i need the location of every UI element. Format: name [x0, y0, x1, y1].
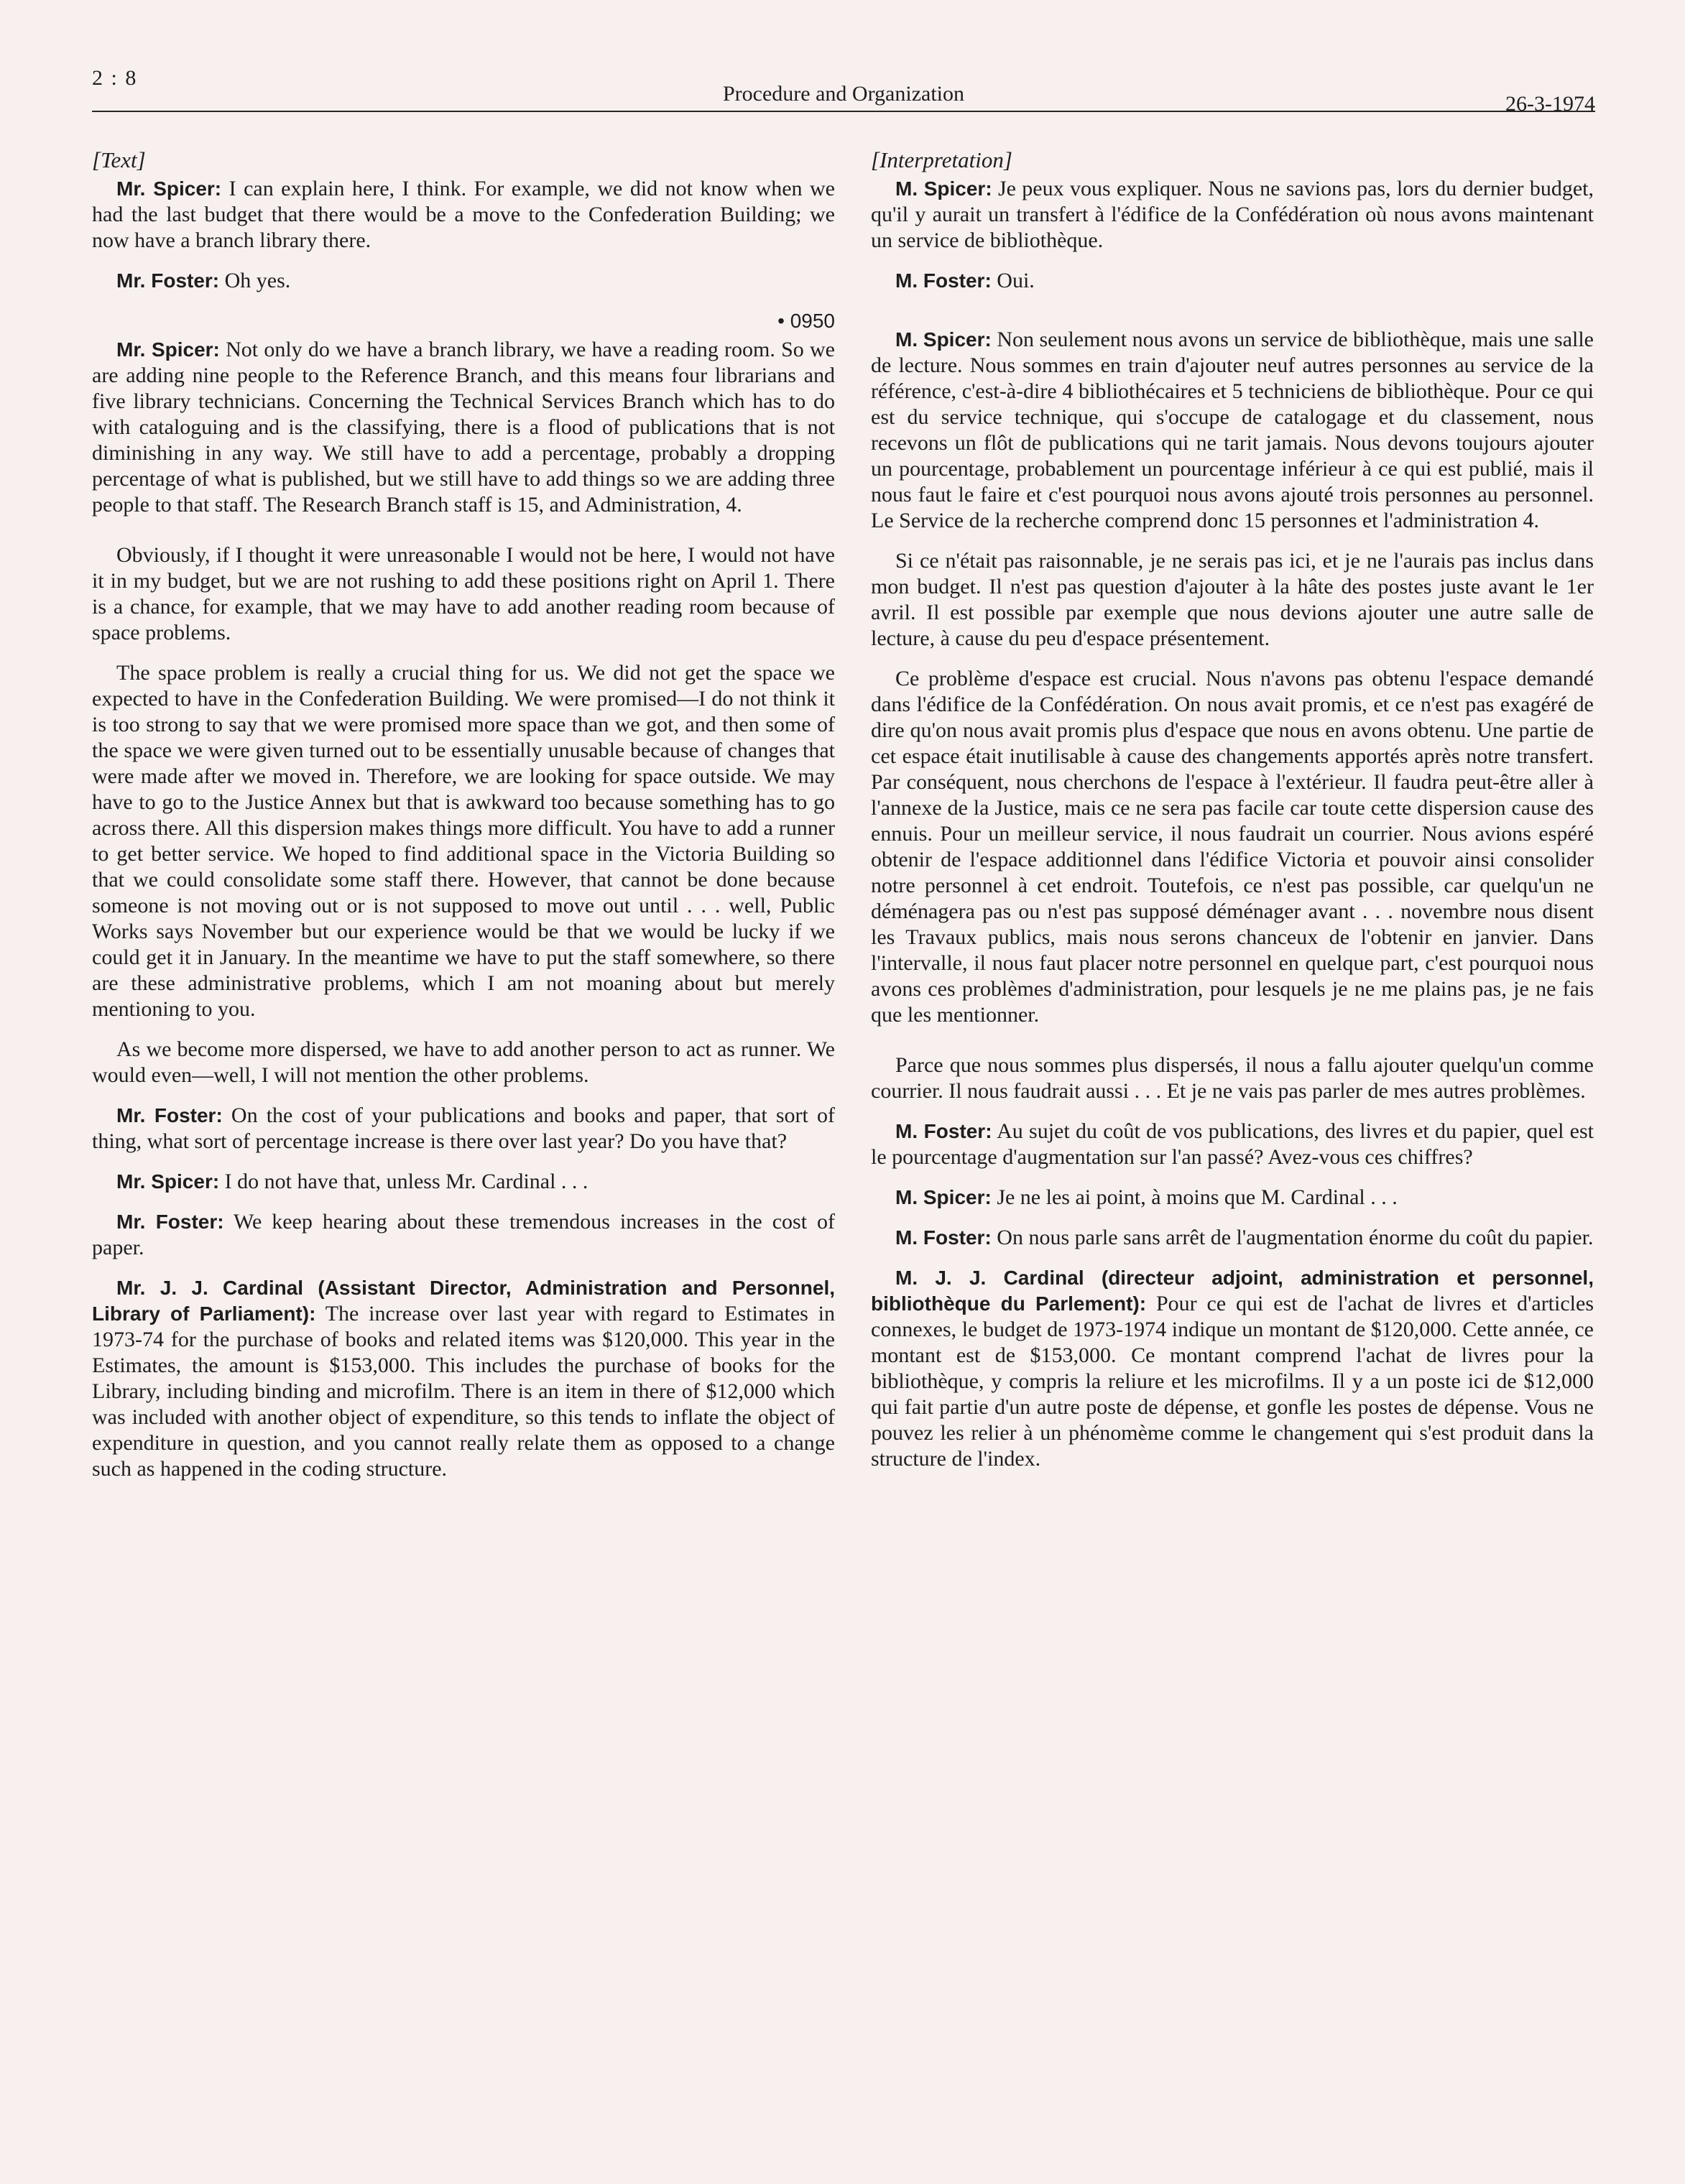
- speaker-name: M. Foster:: [895, 1120, 992, 1142]
- paragraph: [871, 1185, 1594, 1211]
- page-number: 2 : 8: [92, 66, 138, 90]
- paragraph: [92, 176, 835, 254]
- speaker-name: Mr. Spicer:: [116, 1170, 220, 1193]
- paragraph-text: Oh yes.: [219, 269, 291, 292]
- paragraph-text: Parce que nous sommes plus dispersés, il nous a fallu ajouter quelqu'un comme courrier. Il nous faudrait aussi . . . Et je ne vais pas parler de mes autres problèmes.: [871, 1053, 1594, 1103]
- speaker-name: M. Foster:: [895, 269, 992, 292]
- paragraph: [92, 660, 835, 1022]
- page-title: Procedure and Organization: [723, 82, 964, 106]
- column-label: [Text]: [92, 147, 146, 172]
- speaker-name: M. Foster:: [895, 1226, 992, 1249]
- paragraph: [92, 1275, 835, 1482]
- paragraph-text: On the cost of your publications and books and paper, that sort of thing, what sort of percentage increase is there over last year? Do you have that?: [92, 1103, 836, 1153]
- time-marker: • 0950: [777, 310, 835, 332]
- paragraph: [92, 542, 835, 646]
- paragraph-text: Obviously, if I thought it were unreasonable I would not be here, I would not have it in my budget, but we are not rushing to add these positions right on April 1. There is a chance, for example, that we may have to add another reading room because of space problems.: [92, 543, 835, 644]
- english-column: [92, 147, 835, 1496]
- french-column: [871, 147, 1594, 1486]
- paragraph-text: Oui.: [991, 269, 1035, 292]
- paragraph: [871, 327, 1594, 534]
- paragraph-text: Au sujet du coût de vos publications, des livres et du papier, quel est le pourcentage d'augmentation sur l'an passé? Avez-vous ces chiffres?: [871, 1119, 1594, 1169]
- paragraph-text: Ce problème d'espace est crucial. Nous n'avons pas obtenu l'espace demandé dans l'édifice de la Confédération. On nous avait promis, et ce n'est pas exagéré de dire qu'on nous avait promis plus d'espace que nous en avons obtenu. Une partie de cet espace était inutilisable à cause des changements apportés après notre transfert. Par conséquent, nous cherchons de l'espace à l'extérieur. Il faudra peut-être aller à l'annexe de la Justice, mais ce ne sera pas facile car toute cette dispersion cause des ennuis. Pour un meilleur service, il nous faudrait un courrier. Nous avions espéré obtenir de l'espace additionnel dans l'édifice Victoria et pouvoir ainsi consolider notre personnel à cet endroit. Toutefois, ce n'est pas possible, car quelqu'un ne déménagera pas ou n'est pas supposé déménager avant . . . novembre nous disent les Travaux publics, mais nous serons chanceux de l'obtenir en janvier. Dans l'intervalle, il nous faut placer notre personnel en quelque part, c'est pourquoi nous avons ces problèmes d'administration, pour lesquels je ne me plains pas, je ne fais que les mentionner.: [871, 667, 1594, 1027]
- paragraph-text: I can explain here, I think. For example, we did not know when we had the last budget that there would be a move to the Confederation Building; we now have a branch library there.: [92, 177, 835, 252]
- paragraph-text: As we become more dispersed, we have to add another person to act as runner. We would even—well, I will not mention the other problems.: [92, 1037, 835, 1087]
- paragraph-text: The space problem is really a crucial thing for us. We did not get the space we expected to have in the Confederation Building. We were promised—I do not think it is too strong to say that we were promised more space than we got, and then some of the space we were given turned out to be essentially unusable because of changes that were made after we moved in. Therefore, we are looking for space outside. We may have to go to the Justice Annex but that is awkward too because something has to go across there. All this dispersion makes things more difficult. You have to add a runner to get better service. We hoped to find additional space in the Victoria Building so that we could consolidate some staff there. However, that cannot be done because someone is not moving out or is not supposed to move out until . . . well, Public Works says November but our experience would be that we would be lucky if we could get it in January. In the meantime we have to put the staff somewhere, so there are these administrative problems, which I am not moaning about but merely mentioning to you.: [92, 661, 835, 1021]
- paragraph: [871, 1265, 1594, 1472]
- paragraph-text: Je peux vous expliquer. Nous ne savions pas, lors du dernier budget, qu'il y aurait un transfert à l'édifice de la Confédération où nous avons maintenant un service de bibliothèque.: [871, 177, 1594, 252]
- paragraph: [871, 666, 1594, 1028]
- speaker-name: M. Spicer:: [895, 328, 992, 351]
- page-header: [92, 66, 1595, 116]
- paragraph: [871, 1225, 1594, 1251]
- speaker-name: Mr. Foster:: [116, 269, 220, 292]
- paragraph: [871, 176, 1594, 254]
- paragraph-text: Je ne les ai point, à moins que M. Cardinal . . .: [991, 1185, 1398, 1209]
- paragraph: [92, 268, 835, 294]
- speaker-name: M. J. J. Cardinal (directeur adjoint, administration et personnel, bibliothèque du Parlement):: [871, 1267, 1594, 1315]
- speaker-name: Mr. Foster:: [116, 1104, 223, 1126]
- paragraph-text: Pour ce qui est de l'achat de livres et d'articles connexes, le budget de 1973-1974 indique un montant de $120,000. Cette année, ce montant est de $153,000. Ce montant comprend l'achat de livres pour la bibliothèque, y compris la reliure et les microfilms. Il y a un poste ici de $12,000 qui fait partie d'un autre poste de dépense, et gonfle les postes de dépense. Vous ne pouvez les relier à un phénomème comme le changement qui s'est produit dans la structure de l'index.: [871, 1292, 1594, 1471]
- paragraph-text: The increase over last year with regard to Estimates in 1973-74 for the purchase of books and related items was $120,000. This year in the Estimates, the amount is $153,000. This includes the purchase of books for the Library, including binding and microfilm. There is an item in there of $12,000 which was included with another object of expenditure, so this tends to inflate the object of expenditure in question, and you cannot really relate them as opposed to a change such as happened in the coding structure.: [92, 1302, 835, 1481]
- paragraph: [92, 1103, 835, 1155]
- speaker-name: Mr. Spicer:: [116, 338, 220, 361]
- paragraph: [92, 337, 835, 518]
- speaker-name: Mr. J. J. Cardinal (Assistant Director, Administration and Personnel, Library of Parliament):: [92, 1277, 835, 1325]
- paragraph: [871, 1119, 1594, 1170]
- paragraph: [871, 548, 1594, 652]
- paragraph-text: On nous parle sans arrêt de l'augmentation énorme du coût du papier.: [991, 1226, 1594, 1249]
- paragraph: [92, 1209, 835, 1261]
- paragraph: [92, 1037, 835, 1088]
- paragraph: [871, 1052, 1594, 1104]
- speaker-name: M. Spicer:: [895, 1186, 992, 1208]
- speaker-name: Mr. Spicer:: [116, 177, 222, 200]
- paragraph-text: Not only do we have a branch library, we have a reading room. So we are adding nine people to the Reference Branch, and this means four librarians and five library technicians. Concerning the Technical Services Branch which has to do with cataloguing and is the classifying, there is a flood of publications that is not diminishing in any way. We still have to add a percentage, probably a dropping percentage of what is published, but we still have to add things so we are adding three people to that staff. The Research Branch staff is 15, and Administration, 4.: [92, 338, 835, 517]
- paragraph-text: We keep hearing about these tremendous increases in the cost of paper.: [92, 1210, 835, 1259]
- paragraph-text: I do not have that, unless Mr. Cardinal . . .: [219, 1170, 588, 1193]
- column-label: [Interpretation]: [871, 147, 1012, 172]
- page-date: 26-3-1974: [1505, 92, 1595, 116]
- speaker-name: M. Spicer:: [895, 177, 992, 200]
- paragraph-text: Non seulement nous avons un service de bibliothèque, mais une salle de lecture. Nous sommes en train d'ajouter neuf autres personnes au service de la référence, c'est-à-dire 4 bibliothécaires et 5 techniciens de bibliothèque. Pour ce qui est du service technique, qui s'occupe de catalogage et du classement, nous recevons un flôt de publications qui ne tarit jamais. Nous devons toujours ajouter un pourcentage, probablement un pourcentage inférieur à ce qui est publié, mais il nous faut le faire et c'est pourquoi nous avons ajouté trois personnes au personnel. Le Service de la recherche comprend donc 15 personnes et l'administration 4.: [871, 328, 1594, 532]
- paragraph: [871, 268, 1594, 294]
- speaker-name: Mr. Foster:: [116, 1211, 224, 1233]
- paragraph-text: Si ce n'était pas raisonnable, je ne serais pas ici, et je ne l'aurais pas inclus dans mon budget. Il n'est pas question d'ajouter à la hâte des postes juste avant le 1er avril. Il est possible par exemple que nous devions ajouter une autre salle de lecture, à cause du peu d'espace présentement.: [871, 549, 1594, 650]
- paragraph: [92, 1169, 835, 1195]
